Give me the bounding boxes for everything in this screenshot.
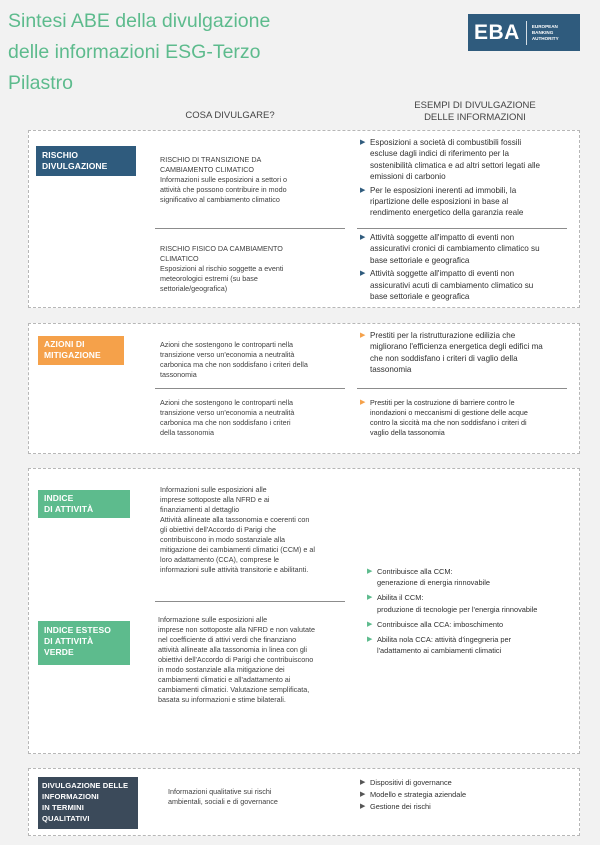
label-line: INFORMAZIONI xyxy=(42,792,99,801)
text-line: obiettivi dell'Accordo di Parigi che contribuiscono xyxy=(158,655,314,664)
qualitative-text xyxy=(168,787,338,807)
text-line: assicurativi cronici di cambiamento climatico su xyxy=(370,244,540,254)
text-line: Informazioni sulle esposizioni alle xyxy=(160,485,267,494)
text-line: carbonica ma che non soddisfano i criteri xyxy=(160,418,291,427)
physical-risk-text xyxy=(160,264,335,294)
text-line: Attività allineate alla tassonomia e coerenti con xyxy=(160,515,310,524)
text-line: Contribuisce alla CCA: imboschimento xyxy=(377,619,504,629)
text-line: transizione verso un'economia a neutralità xyxy=(160,408,295,417)
text-line: informazioni sulle attività transitorie e abilitanti. xyxy=(160,565,309,574)
divider xyxy=(357,228,567,229)
text-line: CLIMATICO xyxy=(160,254,199,263)
text-line: Esposizioni al rischio soggette a eventi xyxy=(160,264,284,273)
text-line: base settoriale e geografica xyxy=(370,292,470,302)
label-line: INDICE ESTESO xyxy=(44,625,111,635)
text-line: Informazione sulle esposizioni alle xyxy=(158,615,268,624)
example-bullet xyxy=(360,137,575,183)
mitigation-text-b xyxy=(160,398,340,438)
physical-risk-block xyxy=(160,244,335,294)
text-line: imprese non sottoposte alla NFRD e non valutate xyxy=(158,625,316,634)
example-bullet xyxy=(360,801,570,812)
text-line: attività che possono contribuire in modo xyxy=(160,185,287,194)
example-bullet xyxy=(367,619,577,630)
text-line: base settoriale e geografica xyxy=(370,255,470,265)
text-line: nel coefficiente di attivi verdi che finanziano xyxy=(158,635,297,644)
activity-index-examples xyxy=(367,566,577,658)
text-line: sostenibilità climatica e ad altri settori legati alle xyxy=(370,160,541,170)
label-line: RISCHIO xyxy=(42,150,79,160)
text-line: contribuiscono in modo sostanziale alla xyxy=(160,535,286,544)
example-bullet xyxy=(367,634,577,656)
bullet-arrow-icon: ▶ xyxy=(360,270,366,278)
label-line: DIVULGAZIONE xyxy=(42,161,108,171)
bullet-arrow-icon: ▶ xyxy=(360,332,366,339)
divider xyxy=(357,388,567,389)
example-bullet xyxy=(360,330,575,376)
text-line: basata su informazioni e stime bilaterali. xyxy=(158,695,286,704)
text-line: Abilita nola CCA: attività d'ingegneria per xyxy=(377,635,512,645)
transition-risk-block xyxy=(160,155,335,205)
bullet-arrow-icon: ▶ xyxy=(360,139,366,146)
text-line: Modello e strategia aziendale xyxy=(370,790,467,800)
text-line: Attività soggette all'impatto di eventi non xyxy=(370,269,515,279)
activity-index-text xyxy=(160,485,350,575)
text-line: Informazioni sulle esposizioni a settori o xyxy=(160,175,288,184)
example-bullet xyxy=(367,592,577,614)
text-line: ripartizione delle esposizioni in base al xyxy=(370,197,509,207)
physical-risk-examples xyxy=(360,232,575,304)
text-line: produzione di tecnologie per l'energia rinnovabile xyxy=(377,604,538,614)
mitigation-example-a xyxy=(360,330,575,378)
example-bullet xyxy=(360,232,575,266)
divider xyxy=(155,601,345,602)
label-line: DIVULGAZIONE DELLE xyxy=(42,781,129,790)
text-line: migliorano l'efficienza energetica degli edifici ma xyxy=(370,342,543,352)
text-line: meteorologici estremi (su base xyxy=(160,274,258,283)
label-extended-green-index xyxy=(38,621,130,665)
mitigation-text-a xyxy=(160,340,340,380)
column-heading-line: DELLE INFORMAZIONI xyxy=(424,112,526,123)
text-line: in modo sostanziale alla mitigazione dei xyxy=(158,665,285,674)
label-line: INDICE xyxy=(44,493,74,503)
text-line: cambiamenti climatici. Valutazione semplificata, xyxy=(158,685,310,694)
example-bullet xyxy=(367,566,577,588)
text-line: contro la siccità ma che non soddisfano i criteri di xyxy=(370,418,527,427)
label-line: DI ATTIVITÀ xyxy=(44,636,94,646)
logo-sub-line: AUTHORITY xyxy=(531,35,559,41)
text-line: RISCHIO FISICO DA CAMBIAMENTO xyxy=(160,244,283,253)
text-line: settoriale/geografica) xyxy=(160,284,228,293)
text-line: inondazioni o meccanismi di gestione delle acque xyxy=(370,408,528,417)
bullet-arrow-icon: ▶ xyxy=(367,568,373,575)
bullet-arrow-icon: ▶ xyxy=(360,399,366,406)
text-line: tassonomia xyxy=(160,370,197,379)
text-line: emissioni di carbonio xyxy=(370,172,446,182)
text-line: generazione di energia rinnovabile xyxy=(377,578,490,588)
text-line: Informazioni qualitative sui rischi xyxy=(168,787,272,796)
text-line: che non soddisfano i criteri di vaglio della xyxy=(370,353,518,363)
text-line: cambiamenti climatici e all'adattamento ai xyxy=(158,675,291,684)
column-heading-right xyxy=(390,100,560,124)
logo-sub-line: BANKING xyxy=(531,29,554,35)
bullet-arrow-icon: ▶ xyxy=(360,234,366,241)
bullet-arrow-icon: ▶ xyxy=(360,791,366,799)
transition-risk-text xyxy=(160,175,335,205)
text-line: mitigazione dei cambiamenti climatici (CCM) e al xyxy=(160,545,315,554)
column-heading-line: ESEMPI DI DIVULGAZIONE xyxy=(414,100,536,111)
label-activity-index xyxy=(38,490,130,518)
text-line: attività allineate alla tassonomia in linea con gli xyxy=(158,645,308,654)
text-line: loro adattamento (CCA), comprese le xyxy=(160,555,280,564)
text-line: Prestiti per la ristrutturazione edilizia che xyxy=(370,331,516,340)
title-line: Sintesi ABE della divulgazione xyxy=(8,10,271,32)
text-line: tassonomia xyxy=(370,365,412,375)
mitigation-example-b xyxy=(360,398,575,440)
column-heading-left: COSA DIVULGARE? xyxy=(185,110,275,121)
label-line: VERDE xyxy=(44,647,74,657)
bullet-arrow-icon: ▶ xyxy=(367,620,373,628)
title-line: Pilastro xyxy=(8,72,74,94)
label-line: QUALITATIVI xyxy=(42,814,90,823)
page-title xyxy=(8,6,308,99)
physical-risk-heading xyxy=(160,244,335,264)
logo-text: EBA xyxy=(474,20,520,44)
text-line: della tassonomia xyxy=(160,428,214,437)
example-bullet xyxy=(360,789,570,800)
logo-sub-line: EUROPEAN xyxy=(531,23,558,29)
text-line: Contribuisce alla CCM: xyxy=(377,567,453,576)
text-line: imprese sottoposte alla NFRD e ai xyxy=(160,495,270,504)
text-line: Attività soggette all'impatto di eventi non xyxy=(370,233,515,242)
text-line: carbonica ma che non soddisfano i criteri della xyxy=(160,360,308,369)
qualitative-examples xyxy=(360,777,570,815)
text-line: rendimento energetico della garanzia reale xyxy=(370,208,524,218)
text-line: Per le esposizioni inerenti ad immobili, la xyxy=(370,185,517,195)
bullet-arrow-icon: ▶ xyxy=(367,636,373,644)
text-line: Azioni che sostengono le controparti nella xyxy=(160,398,294,407)
text-line: CAMBIAMENTO CLIMATICO xyxy=(160,165,254,174)
divider xyxy=(155,228,345,229)
text-line: transizione verso un'economia a neutralità xyxy=(160,350,295,359)
text-line: gli obiettivi dell'Accordo di Parigi che xyxy=(160,525,277,534)
label-qualitative xyxy=(38,777,138,829)
text-line: finanziamenti al dettaglio xyxy=(160,505,240,514)
text-line: ambientali, sociali e di governance xyxy=(168,797,278,806)
transition-risk-heading xyxy=(160,155,335,175)
text-line: Dispositivi di governance xyxy=(370,778,452,787)
bullet-arrow-icon: ▶ xyxy=(360,186,366,194)
bullet-arrow-icon: ▶ xyxy=(360,803,366,811)
divider xyxy=(155,388,345,389)
example-bullet xyxy=(360,268,575,302)
text-line: vaglio della tassonomia xyxy=(370,428,445,437)
bullet-arrow-icon: ▶ xyxy=(367,594,373,602)
label-line: IN TERMINI xyxy=(42,803,84,812)
logo-divider xyxy=(526,21,527,45)
text-line: Abilita il CCM: xyxy=(377,593,424,603)
transition-risk-examples xyxy=(360,137,575,221)
extended-index-text xyxy=(158,615,350,705)
label-line: DI ATTIVITÀ xyxy=(44,504,94,514)
label-mitigation xyxy=(38,336,124,365)
logo-subtitle xyxy=(532,24,559,42)
text-line: assicurativi acuti di cambiamento climatico su xyxy=(370,280,534,290)
text-line: l'adattamento ai cambiamenti climatici xyxy=(377,646,502,656)
eba-logo xyxy=(468,14,580,51)
text-line: RISCHIO DI TRANSIZIONE DA xyxy=(160,155,262,164)
example-bullet xyxy=(360,777,570,788)
label-line: AZIONI DI xyxy=(44,339,85,349)
label-line: MITIGAZIONE xyxy=(44,350,101,360)
text-line: Azioni che sostengono le controparti nella xyxy=(160,340,294,349)
text-line: Esposizioni a società di combustibili fossili xyxy=(370,138,522,147)
bullet-arrow-icon: ▶ xyxy=(360,779,366,786)
label-risk-disclosure xyxy=(36,146,136,176)
title-line: delle informazioni ESG-Terzo xyxy=(8,41,261,63)
text-line: Gestione dei rischi xyxy=(370,802,431,812)
example-bullet xyxy=(360,185,575,219)
example-bullet xyxy=(360,398,575,438)
text-line: significativo al cambiamento climatico xyxy=(160,195,280,204)
text-line: Prestiti per la costruzione di barriere contro le xyxy=(370,398,515,407)
text-line: escluse dagli indici di riferimento per la xyxy=(370,149,510,159)
